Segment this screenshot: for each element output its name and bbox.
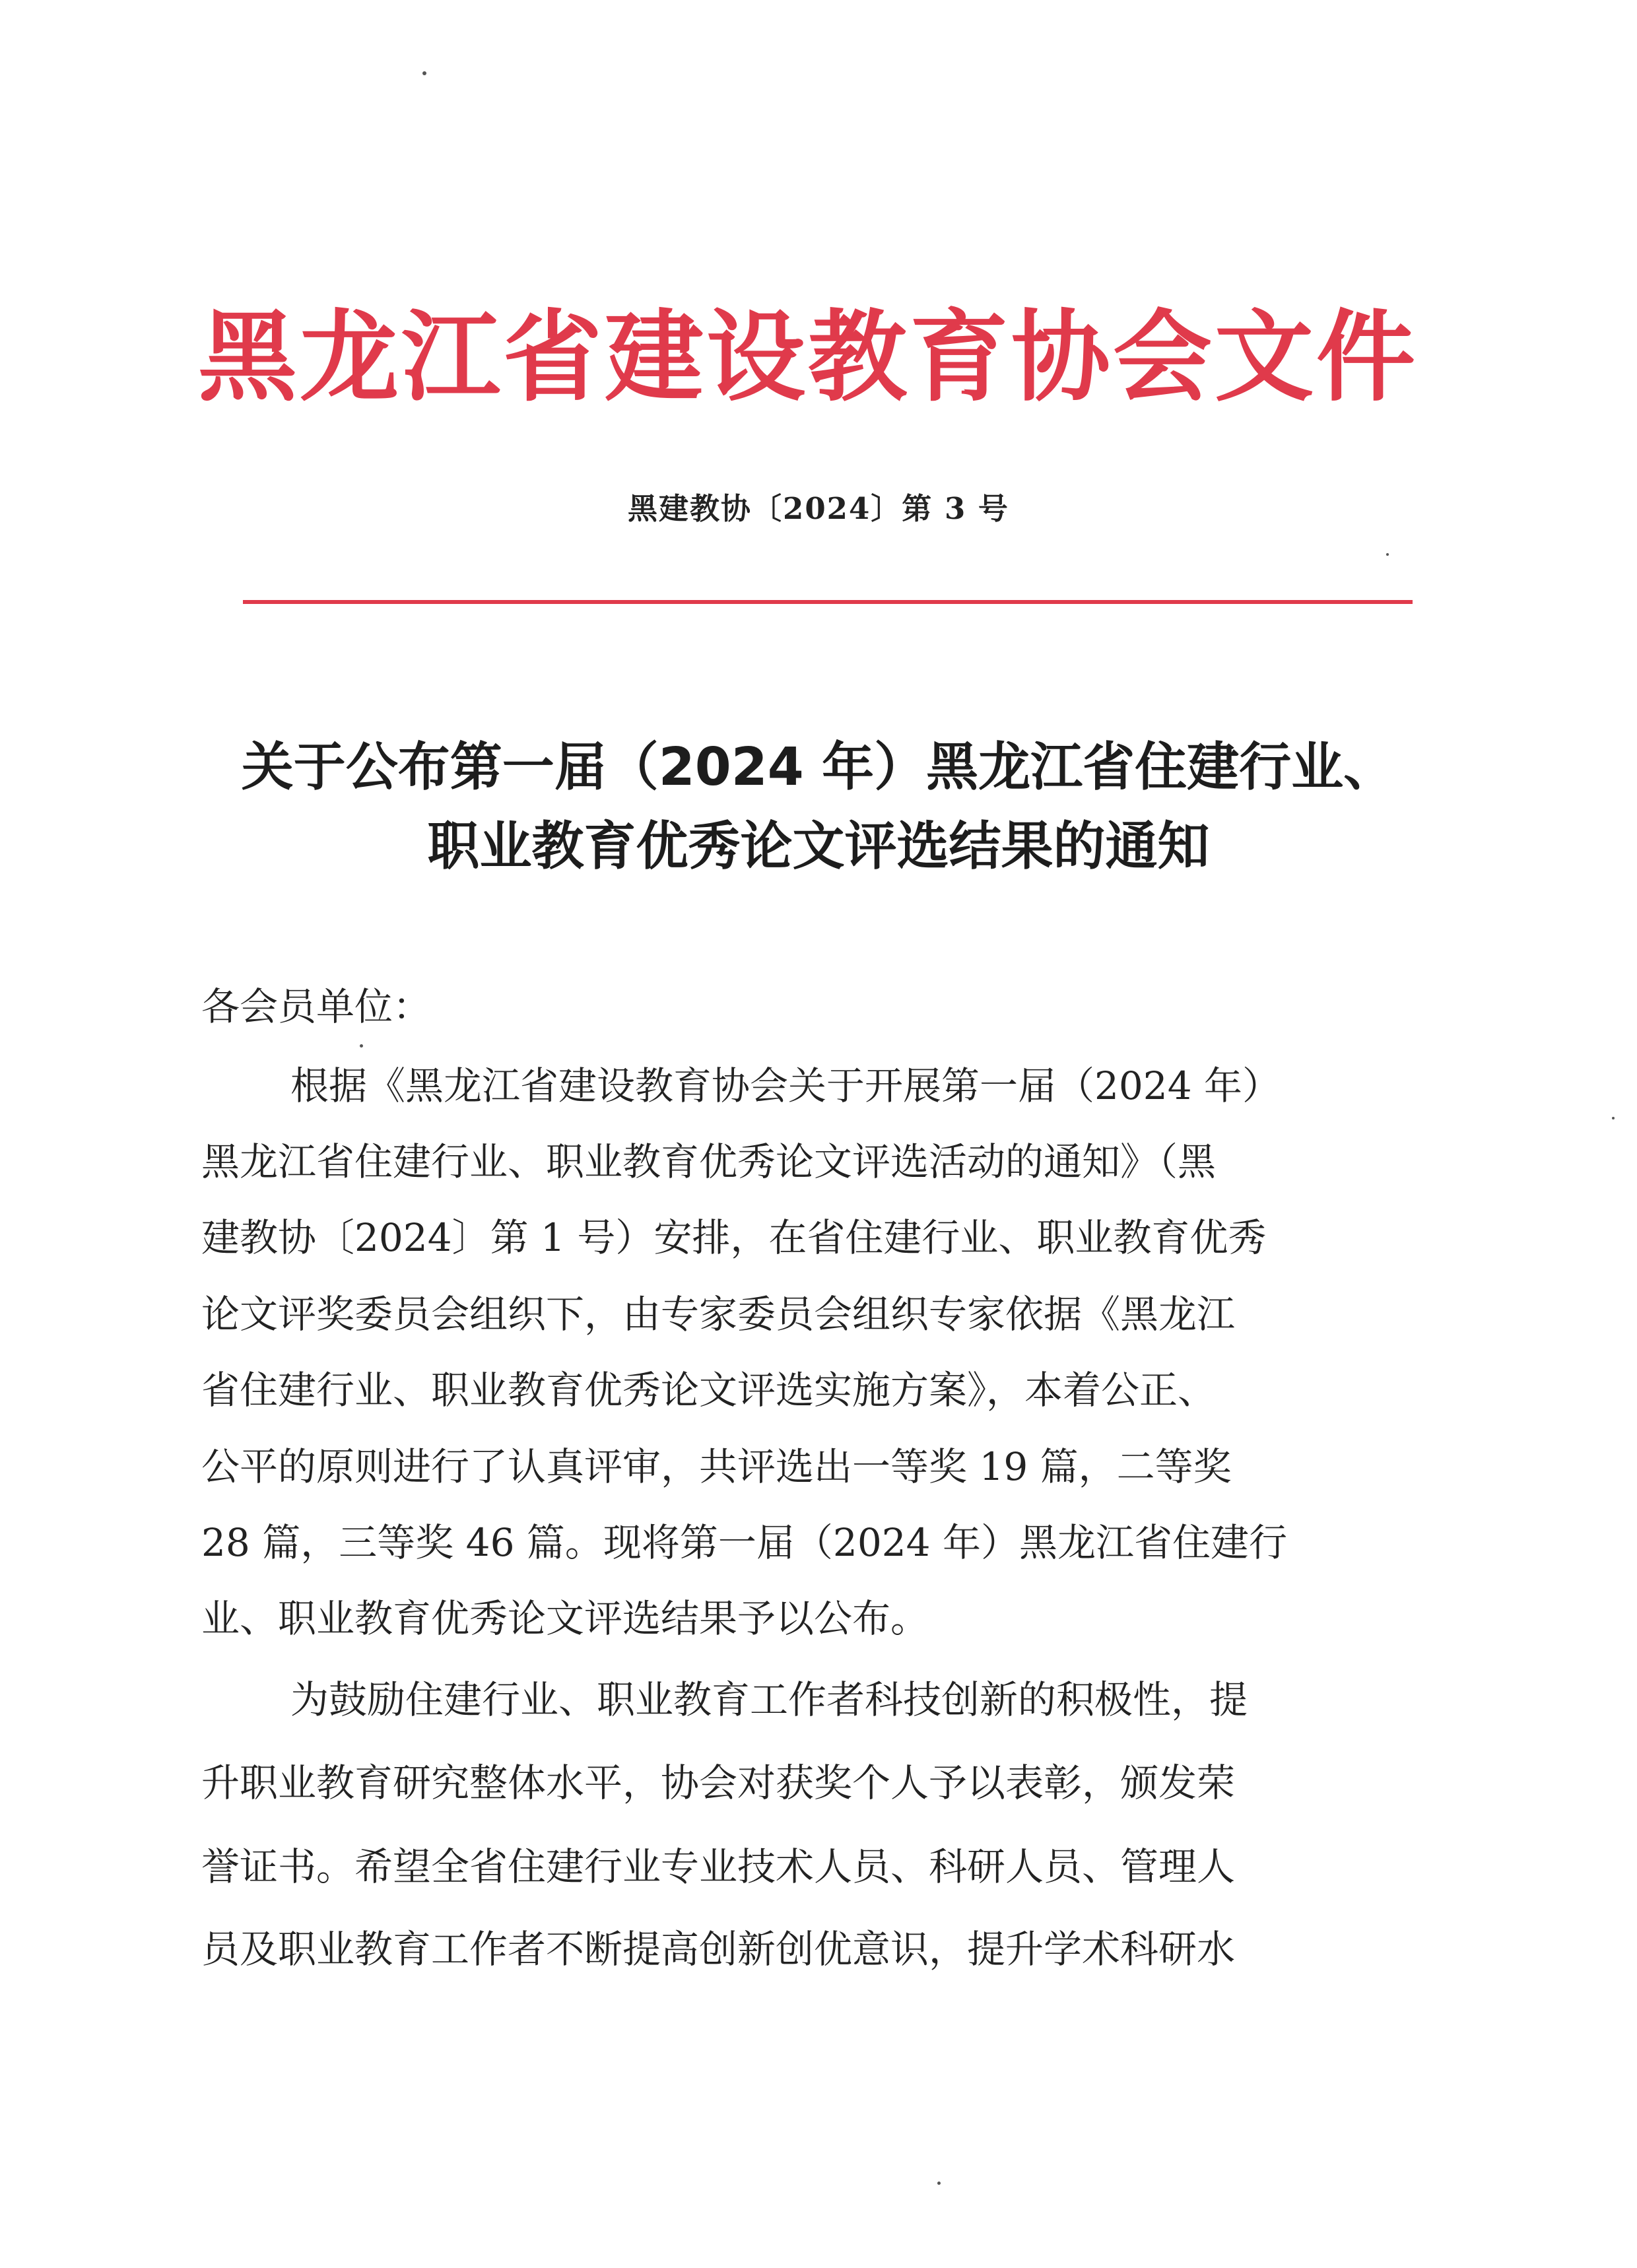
body-line: 28 篇，三等奖 46 篇。现将第一届（2024 年）黑龙江省住建行 (201, 1520, 1287, 1565)
scan-speck (360, 1044, 363, 1048)
body-line: 论文评奖委员会组织下，由专家委员会组织专家依据《黑龙江 (201, 1292, 1236, 1337)
body-line: 黑龙江省住建行业、职业教育优秀论文评选活动的通知》（黑 (201, 1139, 1217, 1184)
salutation: 各会员单位： (201, 984, 432, 1029)
body-line: 根据《黑龙江省建设教育协会关于开展第一届（2024 年） (290, 1063, 1281, 1108)
body-line: 为鼓励住建行业、职业教育工作者科技创新的积极性，提 (290, 1677, 1248, 1722)
body-line: 公平的原则进行了认真评审，共评选出一等奖 19 篇，二等奖 (201, 1444, 1232, 1489)
body-line: 誉证书。希望全省住建行业专业技术人员、科研人员、管理人 (201, 1844, 1236, 1889)
scan-speck (1386, 553, 1389, 556)
body-line: 建教协〔2024〕第 1 号）安排，在省住建行业、职业教育优秀 (201, 1215, 1267, 1260)
body-line: 升职业教育研究整体水平，协会对获奖个人予以表彰，颁发荣 (201, 1760, 1236, 1805)
body-line: 业、职业教育优秀论文评选结果予以公布。 (201, 1596, 929, 1641)
notice-title-line-2: 职业教育优秀论文评选结果的通知 (427, 816, 1210, 877)
body-line: 省住建行业、职业教育优秀论文评选实施方案》，本着公正、 (201, 1368, 1217, 1413)
org-header-title: 黑龙江省建设教育协会文件 (198, 300, 1419, 415)
notice-title-line-1: 关于公布第一届（2024 年）黑龙江省住建行业、 (241, 737, 1396, 797)
header-divider (243, 600, 1413, 604)
document-number: 黑建教协〔2024〕第 3 号 (628, 491, 1009, 526)
scan-speck (422, 71, 426, 75)
scan-speck (937, 2182, 941, 2185)
scan-speck (1612, 1117, 1615, 1119)
body-line: 员及职业教育工作者不断提高创新创优意识，提升学术科研水 (201, 1927, 1236, 1972)
